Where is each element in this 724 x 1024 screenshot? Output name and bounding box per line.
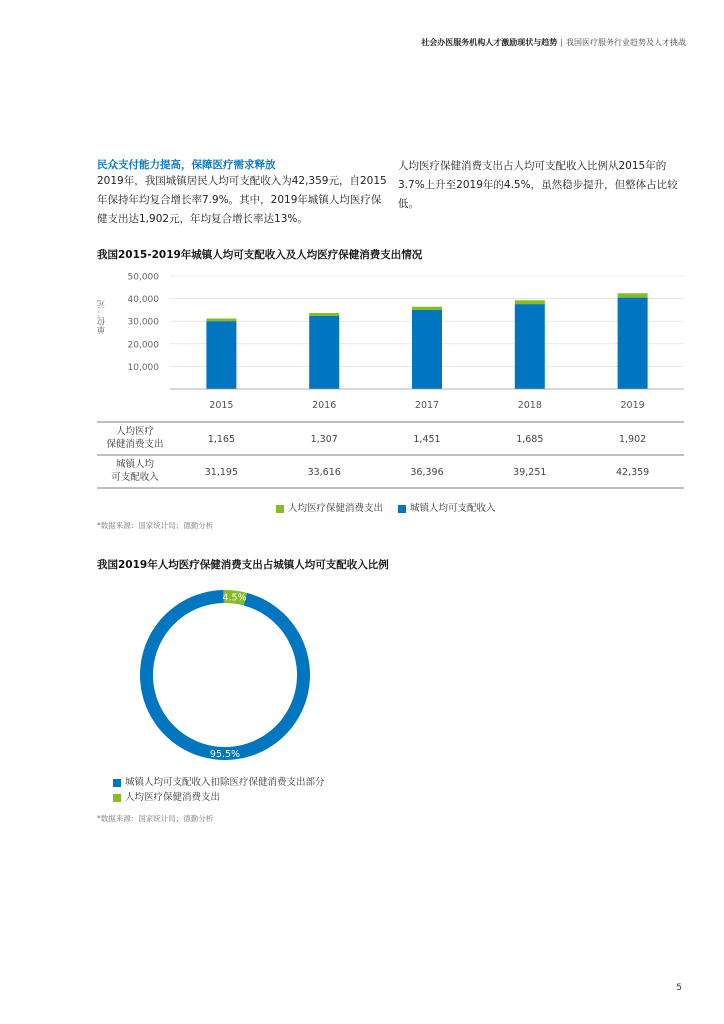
y-tick-label: 30,000	[127, 317, 159, 328]
y-tick-label: 50,000	[127, 272, 159, 283]
bar-chart-data-table	[205, 434, 649, 478]
chart2-title: 我国2019年人均医疗保健消费支出占城镇人均可支配收入比例	[97, 559, 389, 571]
table-cell-income: 31,195	[204, 467, 239, 478]
table-cell-income: 36,396	[410, 467, 444, 478]
intro-title: 民众支付能力提高，保障医疗需求释放	[97, 159, 276, 171]
x-tick-label: 2015	[209, 400, 234, 411]
x-tick-label: 2017	[414, 400, 440, 411]
donut-chart	[130, 580, 320, 770]
page-number: 5	[676, 983, 682, 993]
chart1-legend	[276, 500, 496, 514]
y-tick-label: 40,000	[127, 295, 159, 306]
table-cell-health: 1,902	[618, 434, 647, 445]
legend-item-income: 城镇人均可支配收入	[398, 503, 496, 514]
bar-chart-bars	[206, 293, 647, 389]
legend-item-health: 人均医疗保健消费支出	[113, 790, 325, 805]
bar-chart-x-ticks	[209, 400, 644, 411]
bar-income-2015	[206, 321, 236, 389]
chart1-title: 我国2015-2019年城镇人均可支配收入及人均医疗保健消费支出情况	[97, 249, 423, 261]
bar-income-2019	[618, 298, 648, 389]
chart2-source: *数据来源：国家统计局；德勤分析	[97, 814, 214, 823]
table-row-label-health: 人均医疗 保健消费支出	[106, 426, 164, 450]
legend-swatch-blue	[113, 779, 121, 787]
bar-health-2017	[412, 307, 442, 310]
chart2-legend	[113, 775, 325, 805]
legend-swatch-blue	[398, 505, 406, 513]
table-cell-health: 1,685	[516, 434, 544, 445]
table-cell-income: 33,616	[307, 467, 341, 478]
chart1-unit-label: 单位：元	[97, 300, 107, 334]
x-tick-label: 2018	[517, 400, 542, 411]
donut-value-label: 95.5%	[209, 749, 241, 760]
table-cell-health: 1,165	[207, 434, 236, 445]
bar-income-2018	[515, 304, 545, 389]
donut-slice-income-remainder	[140, 590, 310, 760]
bar-income-2017	[412, 310, 442, 389]
intro-paragraph-left: 2019年，我国城镇居民人均可支配收入为42,359元，自2015年保持年均复合增长率7.9%。其中，2019年城镇人均医疗保健支出达1,902元，年均复合增长率达13%。	[97, 175, 387, 225]
bar-health-2016	[309, 313, 339, 316]
x-tick-label: 2019	[620, 400, 645, 411]
bar-health-2018	[515, 300, 545, 304]
header-separator: |	[560, 38, 563, 47]
legend-item-income-remainder: 城镇人均可支配收入扣除医疗保健消费支出部分	[113, 775, 325, 790]
bar-health-2015	[206, 318, 236, 321]
bar-chart-y-ticks	[128, 273, 160, 373]
table-cell-income: 39,251	[513, 467, 547, 478]
x-tick-label: 2016	[312, 400, 337, 411]
y-tick-label: 20,000	[127, 340, 159, 351]
intro-paragraph-right: 人均医疗保健消费支出占人均可支配收入比例从2015年的3.7%上升至2019年的4.5%，虽然稳步提升，但整体占比较低。	[398, 160, 678, 210]
donut-value-label: 4.5%	[222, 592, 247, 604]
table-cell-health: 1,307	[310, 434, 338, 445]
legend-swatch-green	[276, 505, 284, 513]
legend-item-health: 人均医疗保健消费支出	[276, 503, 383, 514]
header-title: 社会办医服务机构人才激励现状与趋势	[421, 38, 558, 47]
bar-income-2016	[309, 316, 339, 389]
chart1-source: *数据来源：国家统计局；德勤分析	[97, 521, 214, 530]
table-row-label-income: 城镇人均 可支配收入	[111, 459, 159, 483]
header-subtitle: 我国医疗服务行业趋势及人才挑战	[566, 38, 686, 47]
legend-swatch-green	[113, 794, 121, 802]
table-cell-income: 42,359	[615, 467, 650, 478]
bar-health-2019	[618, 293, 648, 297]
y-tick-label: 10,000	[127, 362, 159, 373]
table-cell-health: 1,451	[413, 434, 441, 445]
